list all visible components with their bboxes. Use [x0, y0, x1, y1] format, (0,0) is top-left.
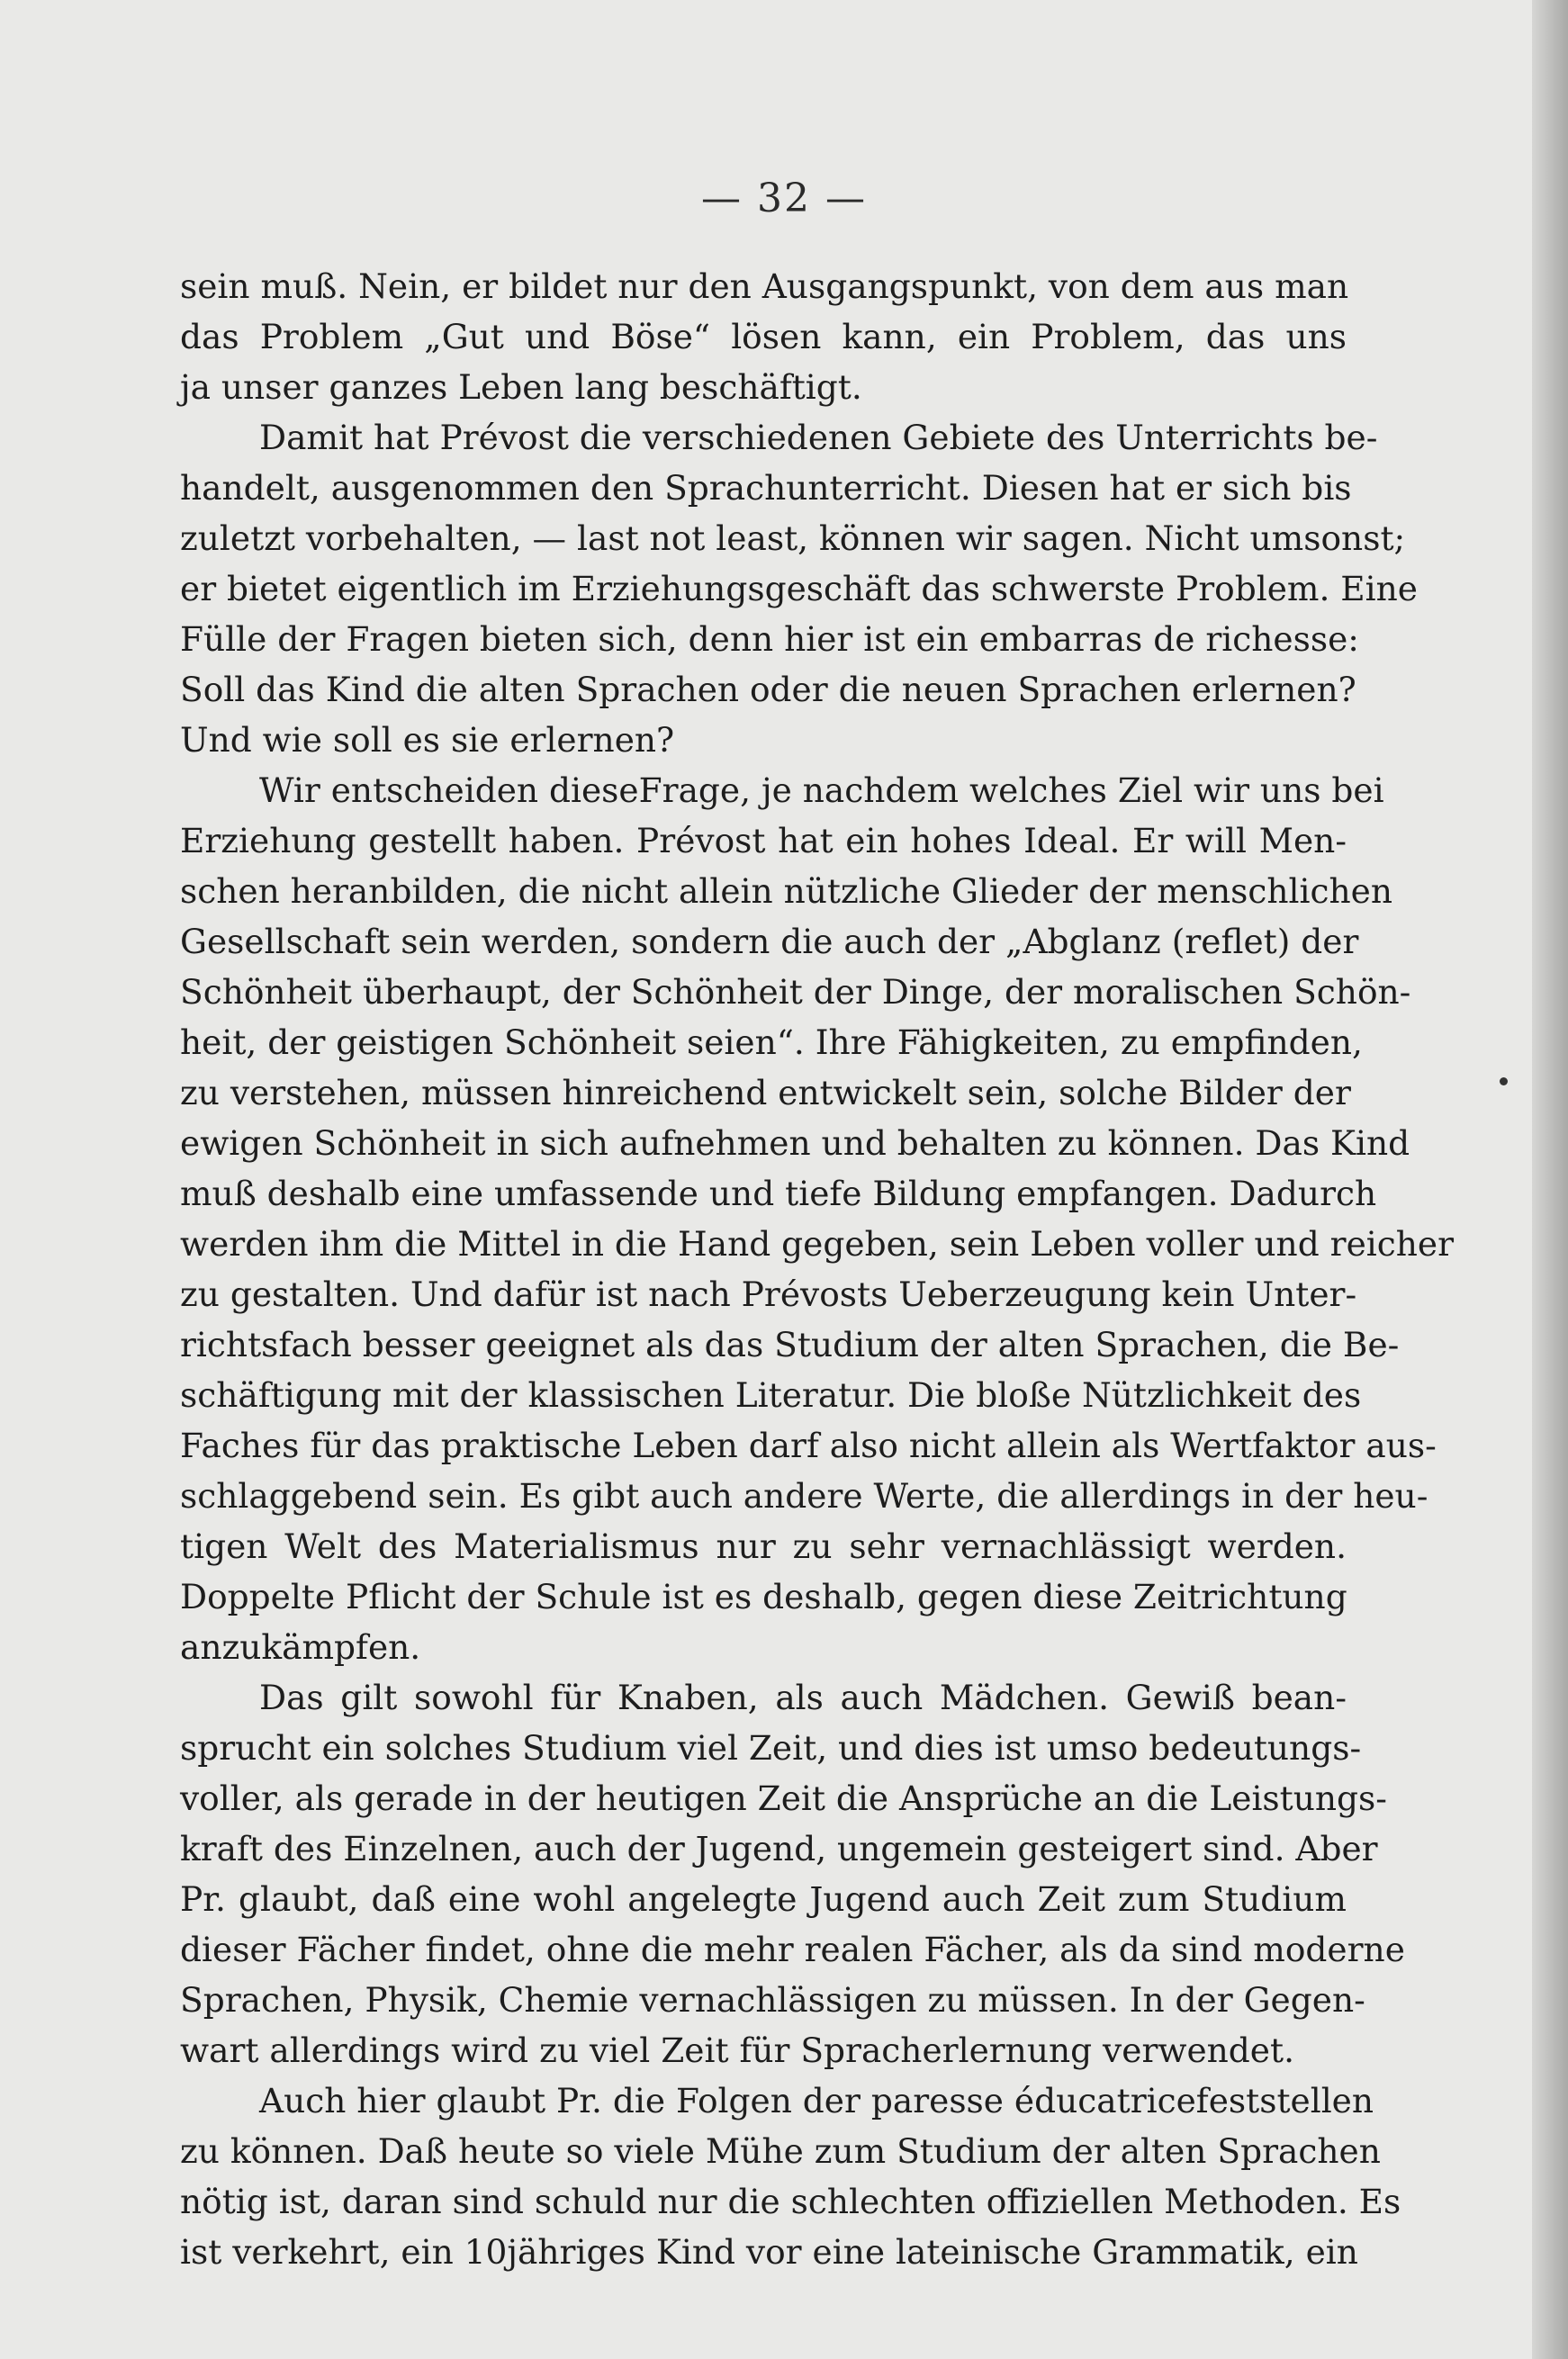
- text-line: Doppelte Pflicht der Schule ist es deshalb, gegen diese Zeitrichtung: [180, 1577, 1347, 1616]
- text-line: kraft des Einzelnen, auch der Jugend, ungemein gesteigert sind. Aber: [180, 1829, 1378, 1868]
- text-line: wart allerdings wird zu viel Zeit für Spracherlernung verwendet.: [180, 2030, 1294, 2070]
- page-edge-shadow: [1532, 0, 1568, 2359]
- text-line: zu verstehen, müssen hinreichend entwickelt sein, solche Bilder der: [180, 1073, 1351, 1112]
- text-line: sein muß. Nein, er bildet nur den Ausgangspunkt, von dem aus man: [180, 266, 1349, 306]
- text-line: Sprachen, Physik, Chemie vernachlässigen zu müssen. In der Gegen-: [180, 1980, 1365, 2020]
- margin-speck: [1500, 1077, 1508, 1085]
- text-line: Schönheit überhaupt, der Schönheit der Dinge, der moralischen Schön-: [180, 972, 1411, 1012]
- text-line: Gesellschaft sein werden, sondern die auch der „Abglanz (reflet) der: [180, 922, 1359, 961]
- text-line: ist verkehrt, ein 10jähriges Kind vor eine lateinische Grammatik, ein: [180, 2232, 1358, 2272]
- text-line: ja unser ganzes Leben lang beschäftigt.: [180, 367, 862, 407]
- text-line: Das gilt sowohl für Knaben, als auch Mädchen. Gewiß bean-: [259, 1678, 1347, 1717]
- paragraph: [180, 1672, 1405, 2075]
- text-line: Fülle der Fragen bieten sich, denn hier ist ein embarras de richesse:: [180, 619, 1359, 659]
- text-line: Wir entscheiden dieseFrage, je nachdem welches Ziel wir uns bei: [259, 770, 1384, 810]
- paragraph: [180, 2075, 1401, 2277]
- text-line: voller, als gerade in der heutigen Zeit die Ansprüche an die Leistungs-: [180, 1778, 1387, 1818]
- paragraph: [180, 261, 1347, 412]
- text-line: er bietet eigentlich im Erziehungsgeschäft das schwerste Problem. Eine: [180, 569, 1418, 608]
- text-line: handelt, ausgenommen den Sprachunterricht. Diesen hat er sich bis: [180, 468, 1352, 508]
- text-line: anzukämpfen.: [180, 1627, 421, 1667]
- text-line: heit, der geistigen Schönheit seien“. Ihre Fähigkeiten, zu empfinden,: [180, 1022, 1363, 1062]
- text-line: Soll das Kind die alten Sprachen oder die neuen Sprachen erlernen?: [180, 670, 1356, 709]
- text-line: zuletzt vorbehalten, — last not least, können wir sagen. Nicht umsonst;: [180, 518, 1406, 558]
- text-line: richtsfach besser geeignet als das Studium der alten Sprachen, die Be-: [180, 1325, 1400, 1364]
- text-line: zu gestalten. Und dafür ist nach Prévosts Ueberzeugung kein Unter-: [180, 1274, 1357, 1314]
- text-line: schäftigung mit der klassischen Literatur. Die bloße Nützlichkeit des: [180, 1375, 1362, 1415]
- text-line: sprucht ein solches Studium viel Zeit, und dies ist umso bedeutungs-: [180, 1728, 1362, 1768]
- text-line: ewigen Schönheit in sich aufnehmen und behalten zu können. Das Kind: [180, 1123, 1410, 1163]
- text-line: Damit hat Prévost die verschiedenen Gebiete des Unterrichts be-: [259, 418, 1378, 457]
- text-line: dieser Fächer findet, ohne die mehr realen Fächer, als da sind moderne: [180, 1930, 1405, 1969]
- text-line: tigen Welt des Materialismus nur zu sehr vernachlässigt werden.: [180, 1526, 1347, 1566]
- text-line: zu können. Daß heute so viele Mühe zum Studium der alten Sprachen: [180, 2131, 1381, 2171]
- text-line: muß deshalb eine umfassende und tiefe Bildung empfangen. Dadurch: [180, 1174, 1377, 1213]
- text-line: Und wie soll es sie erlernen?: [180, 720, 675, 760]
- text-line: schen heranbilden, die nicht allein nützliche Glieder der menschlichen: [180, 871, 1393, 911]
- text-line: schlaggebend sein. Es gibt auch andere Werte, die allerdings in der heu-: [180, 1476, 1428, 1516]
- text-line: werden ihm die Mittel in die Hand gegeben, sein Leben voller und reicher: [180, 1224, 1455, 1264]
- text-line: Faches für das praktische Leben darf also nicht allein als Wertfaktor aus-: [180, 1426, 1437, 1465]
- text-line: Erziehung gestellt haben. Prévost hat ein hohes Ideal. Er will Men-: [180, 821, 1347, 860]
- text-line: nötig ist, daran sind schuld nur die schlechten offiziellen Methoden. Es: [180, 2182, 1401, 2221]
- text-line: das Problem „Gut und Böse“ lösen kann, ein Problem, das uns: [180, 317, 1347, 356]
- paragraph: [180, 412, 1418, 765]
- text-line: Auch hier glaubt Pr. die Folgen der paresse éducatricefeststellen: [259, 2081, 1374, 2120]
- page-body-text: [180, 261, 1455, 2277]
- text-line: Pr. glaubt, daß eine wohl angelegte Jugend auch Zeit zum Studium: [180, 1879, 1347, 1919]
- paragraph: [180, 765, 1455, 1672]
- page-number: — 32 —: [701, 176, 867, 221]
